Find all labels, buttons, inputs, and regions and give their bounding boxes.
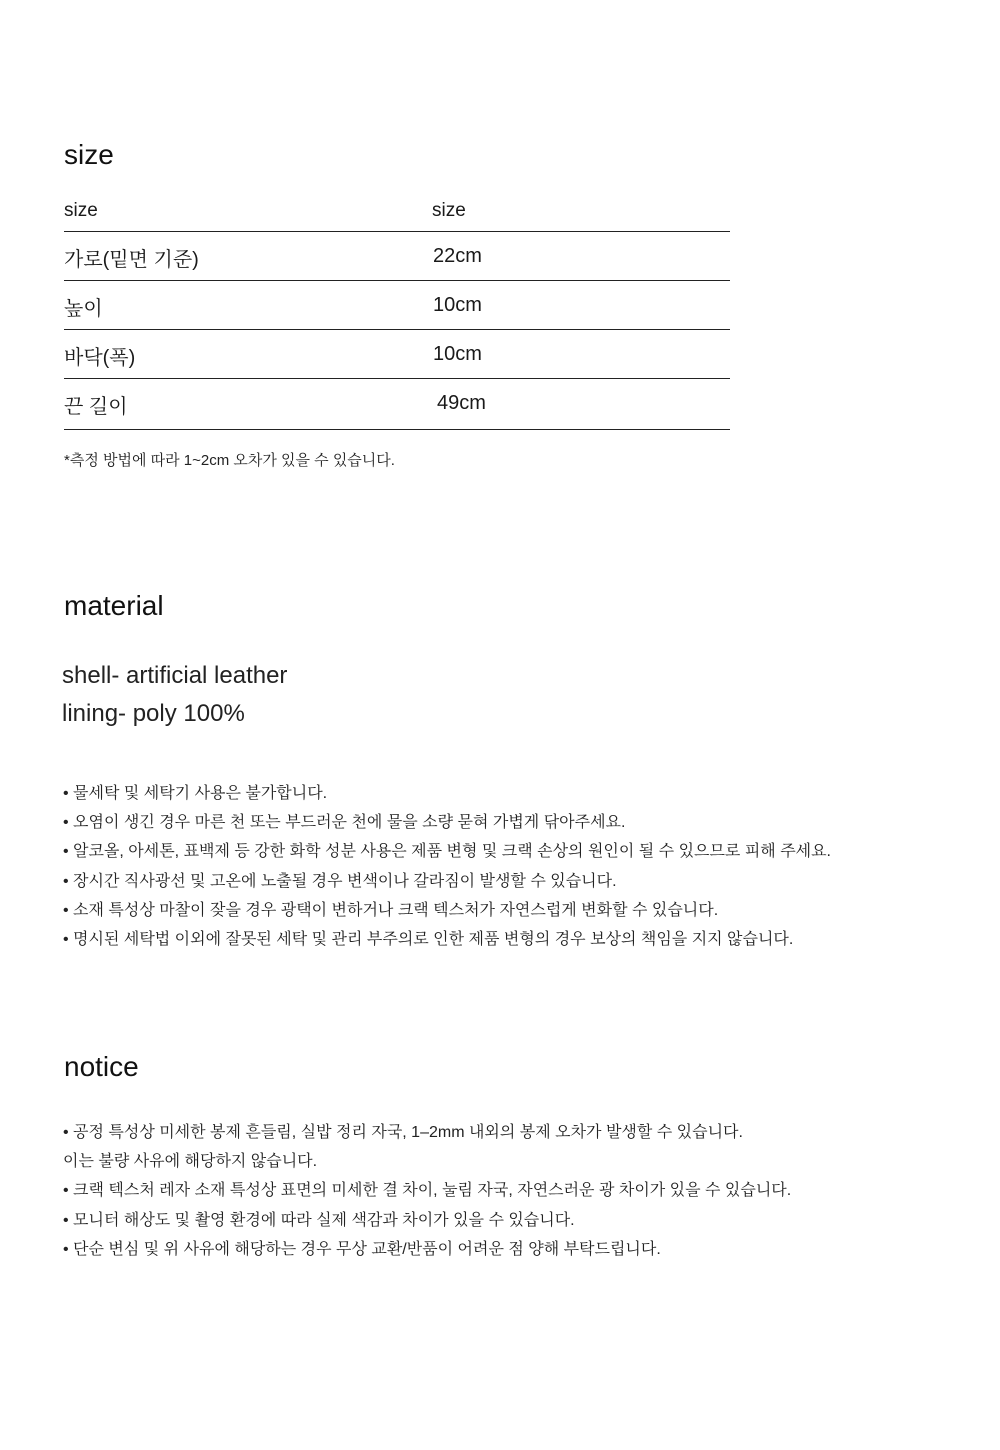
size-row-label: 바닥(폭) [64,347,136,369]
size-table-header [64,196,730,232]
list-item: • 장시간 직사광선 및 고온에 노출될 경우 변색이나 갈라짐이 발생할 수 있습니다. [63,872,617,890]
list-item: • 물세탁 및 세탁기 사용은 불가합니다. [63,785,328,802]
list-item: • 소재 특성상 마찰이 잦을 경우 광택이 변하거나 크랙 텍스처가 자연스럽게 변화할 수 있습니다. [63,901,719,919]
list-item: • 단순 변심 및 위 사유에 해당하는 경우 무상 교환/반품이 어려운 점 양해 부탁드립니다. [63,1240,661,1258]
list-item: • 명시된 세탁법 이외에 잘못된 세탁 및 관리 부주의로 인한 제품 변형의 경우 보상의 책임을 지지 않습니다. [63,931,794,949]
table-row [64,330,730,379]
size-measurement-note: *측정 방법에 따라 1~2cm 오차가 있을 수 있습니다. [64,452,395,469]
notice-section-title: notice [64,1051,139,1082]
material-composition [62,657,287,733]
list-item: • 공정 특성상 미세한 봉제 흔들림, 실밥 정리 자국, 1–2mm 내외의 봉제 오차가 발생할 수 있습니다. [63,1124,743,1141]
list-item: • 모니터 해상도 및 촬영 환경에 따라 실제 색감과 차이가 있을 수 있습니다. [63,1211,575,1229]
size-row-value: 49cm [437,392,486,414]
table-row [64,281,730,330]
size-table-header-label: size [64,200,98,221]
material-shell-line: shell- artificial leather [62,662,288,689]
material-lining-line: lining- poly 100% [62,700,245,727]
table-row [64,232,730,281]
care-instructions-list [63,779,831,954]
size-row-label: 가로(밑면 기준) [64,249,199,271]
list-item: • 크랙 텍스처 레자 소재 특성상 표면의 미세한 결 차이, 눌림 자국, 자연스러운 광 차이가 있을 수 있습니다. [63,1182,792,1200]
material-section-title: material [64,590,164,621]
size-row-value: 10cm [433,343,482,365]
notice-list [63,1118,791,1264]
size-table-header-value: size [432,200,466,221]
size-row-label: 높이 [64,298,103,320]
size-section-title: size [64,139,114,170]
list-item: • 오염이 생긴 경우 마른 천 또는 부드러운 천에 물을 소량 묻혀 가볍게 닦아주세요. [63,814,626,832]
size-row-label: 끈 길이 [64,396,128,418]
list-item: 이는 불량 사유에 해당하지 않습니다. [63,1153,318,1171]
table-row [64,379,730,430]
list-item: • 알코올, 아세톤, 표백제 등 강한 화학 성분 사용은 제품 변형 및 크랙 손상의 원인이 될 수 있으므로 피해 주세요. [63,843,832,861]
size-table [64,196,730,430]
size-row-value: 10cm [433,294,482,316]
size-row-value: 22cm [433,245,482,267]
